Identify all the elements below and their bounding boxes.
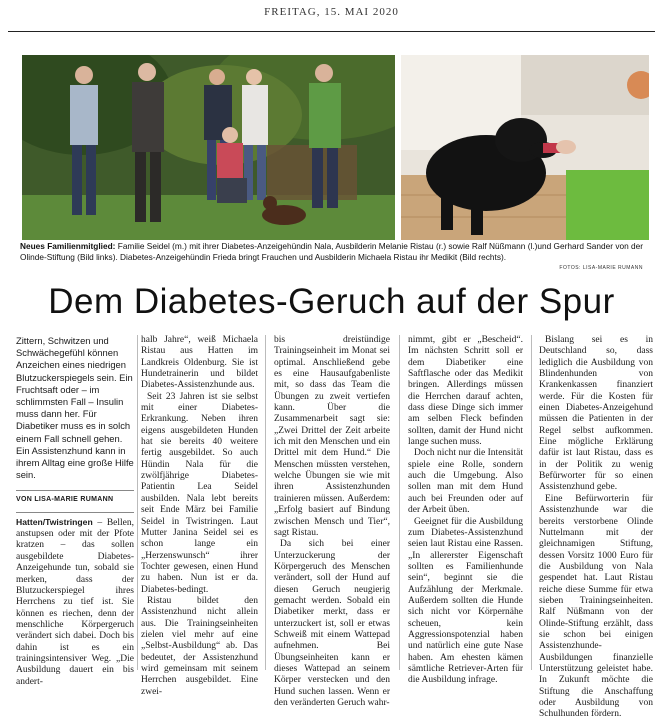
article-column-4 (408, 335, 523, 687)
dateline: FREITAG, 15. MAI 2020 (264, 6, 399, 18)
caption-lead: Neues Familienmitglied: (20, 241, 116, 251)
article-paragraph: Doch nicht nur die Intensität spiele eine Rolle, sondern auch die Umgebung. Also sollen man mit dem Hund auch bei Freunden oder auf der Arbeit üben. (408, 448, 523, 516)
headline: Dem Diabetes-Geruch auf der Spur (48, 282, 615, 321)
header-rule (8, 31, 655, 32)
photo-credit: FOTOS: LISA-MARIE RUMANN (559, 265, 643, 271)
article-paragraph: bis dreistündige Trainingseinheit im Monat sei optimal. Anschließend gebe es eine Hausaufgabenliste mit, so dass das Team die Übungen zu zweit vertiefen kann. Über die Zusammenarbeit sagt sie: „Zwei Drittel der Zeit arbeite ich mit den Menschen und ein Drittel mit dem Hund.“ Die Menschen müssten verstehen, welche Übungen sie wie mit ihren Assistenzhunden trainieren müssen. Außerdem: „Erfolg basiert auf Bindung zwischen Mensch und Tier“, sagt Ristau. (274, 335, 390, 538)
dateline-place: Hatten/Twistringen (16, 516, 93, 527)
article-paragraph: Seit 23 Jahren ist sie selbst mit einer Diabetes-Erkrankung. Neben ihren eigens ausgebildeten Hunden hat sie bereits 40 weitere fertig ausgebildet. So auch Hündin Nala für die zwölfjährige Diabetes-Patientin Lea Seidel ausbilden. Nala lebt bereits seit Ende März bei Familie Seidel in Twistringen. Laut Mutter Janina Seidel sei es schon lange ein „Herzenswunsch“ ihrer Tochter gewesen, einen Hund zu haben. Nun ist er da. Diabetes-bedingt. (141, 391, 258, 595)
column-rule (531, 335, 532, 670)
article-paragraph: halb Jahre“, weiß Michaela Ristau aus Hatten im Landkreis Oldenburg. Sie ist Hundetrainerin und bildet Diabetes-Assistenzhunde aus. (141, 335, 258, 391)
article-paragraph: Bislang sei es in Deutschland so, dass lediglich die Ausbildung von Blindenhunden von Krankenkassen finanziert werde. Für die Kosten für einen Diabetes-Anzeigehund müssen die Patienten in der Regel selbst aufkommen. Eine mögliche Erklärung dafür ist laut Ristau, dass es in der Politik zu wenig Befürworter für so einen Assistenzhund gebe. (539, 335, 653, 493)
column-rule (399, 335, 400, 670)
column-rule (265, 335, 266, 670)
article-paragraph: Ristau bildet den Assistenzhund nicht allein aus. Die Trainingseinheiten zielen viel mehr auf eine „Selbst-Ausbildung“ ab. Das bedeutet, der Assistenzhund wird gemeinsam mit seinem Herrchen ausgebildet. Eine zwei- (141, 595, 258, 697)
article-paragraph: nimmt, gibt er „Bescheid“. Im nächsten Schritt soll er dem Diabetiker eine Saftflasche oder das Medikit bringen. Allerdings müssen die Herrchen darauf achten, dass diese Dinge sich immer am selben Fleck befinden sollten, damit der Hund nicht lange suchen muss. (408, 335, 523, 448)
column-rule (137, 335, 138, 670)
article-paragraph: Geeignet für die Ausbildung zum Diabetes-Assistenzhund seien laut Ristau eine Rassen. „In allererster Eigenschaft sollten es Familienhunde sein“, beginnt sie die Aufzählung der Merkmale. Außerdem sollten die Hunde sich nicht vor Körpernähe scheuen, kein Aggressionspotenzial haben und natürlich eine gute Nase haben. Am ehesten kämen sämtliche Retriever-Arten für die Ausbildung infrage. (408, 516, 523, 686)
byline: VON LISA-MARIE RUMANN (16, 490, 134, 505)
article-column-3 (274, 335, 390, 709)
article-intro: Zittern, Schwitzen und Schwächegefühl können Anzeichen eines niedrigen Blutzuckerspiegels sein. Ein Fruchtsaft oder – im schlimmsten Fall – Insulin muss dann her. Für Diabetiker muss es in solch einem Fall schnell gehen. Ein Assistenzhund kann in ihrem Alltag eine große Hilfe sein. (16, 335, 134, 481)
article-column-1 (16, 335, 134, 688)
caption-text: Familie Seidel (m.) mit ihrer Diabetes-Anzeigehündin Nala, Ausbilderin Melanie Ristau (r.) sowie Ralf Nüßmann (l.)und Gerhard Sander von der Olinde-Stiftung (Bild links). Diabetes-Anzeigehündin Frieda bringt Frauchen und Ausbilderin Michaela Ristau ihr Medikit (Bild rechts). (20, 241, 643, 262)
article-paragraph: Eine Befürworterin für Assistenzhunde war die bereits verstorbene Olinde Nuttelmann mit der gleichnamigen Stiftung, dessen Vorsitz 1000 Euro für die Ausbildung von Nala gespendet hat. Laut Ristau reiche diese Summe für etwa sieben Trainingseinheiten. Ralf Nüßmann von der Olinde-Stiftung erzählt, dass sie schon bei einigen Assistenzhunde-Ausbildungen finanzielle Unterstützung geleistet habe. In Zukunft möchte die Stiftung die Anschaffung oder Ausbildung von Schulhunden fördern. (539, 493, 653, 720)
photo-caption (20, 241, 650, 262)
article-column-5 (539, 335, 653, 721)
photo-dog-medikit (401, 55, 649, 240)
article-paragraph: Da sich bei einer Unterzuckerung der Körpergeruch des Menschen verändert, soll der Hund auf diesen Geruch neugierig gemacht werden. Sobald ein Diabetiker merkt, dass er unterzuckert ist, soll er etwas Schweiß mit einem Wattepad aufnehmen. Bei Übungseinheiten kann er dieses Wattepad an seinem Körper verstecken und den Hund suchen lassen. Wenn er den veränderten Geruch wahr- (274, 539, 390, 708)
byline-rule (16, 512, 134, 513)
article-paragraph (16, 517, 134, 688)
article-text: – Bellen, anstupsen oder mit der Pfote kratzen – das sollen ausgebildete Diabetes-Anzeigehunde tun, sobald sie merken, dass der Blutzuckerspiegel ihres Herrchens zu tief ist. Sie können es riechen, denn der menschliche Körpergeruch verändert sich dabei. Doch bis dahin ist es ein trainingsintensiver Weg. „Die Ausbildung dauert ein bis andert- (16, 517, 134, 687)
article-column-2 (141, 335, 258, 698)
photo-group-garden (22, 55, 395, 240)
